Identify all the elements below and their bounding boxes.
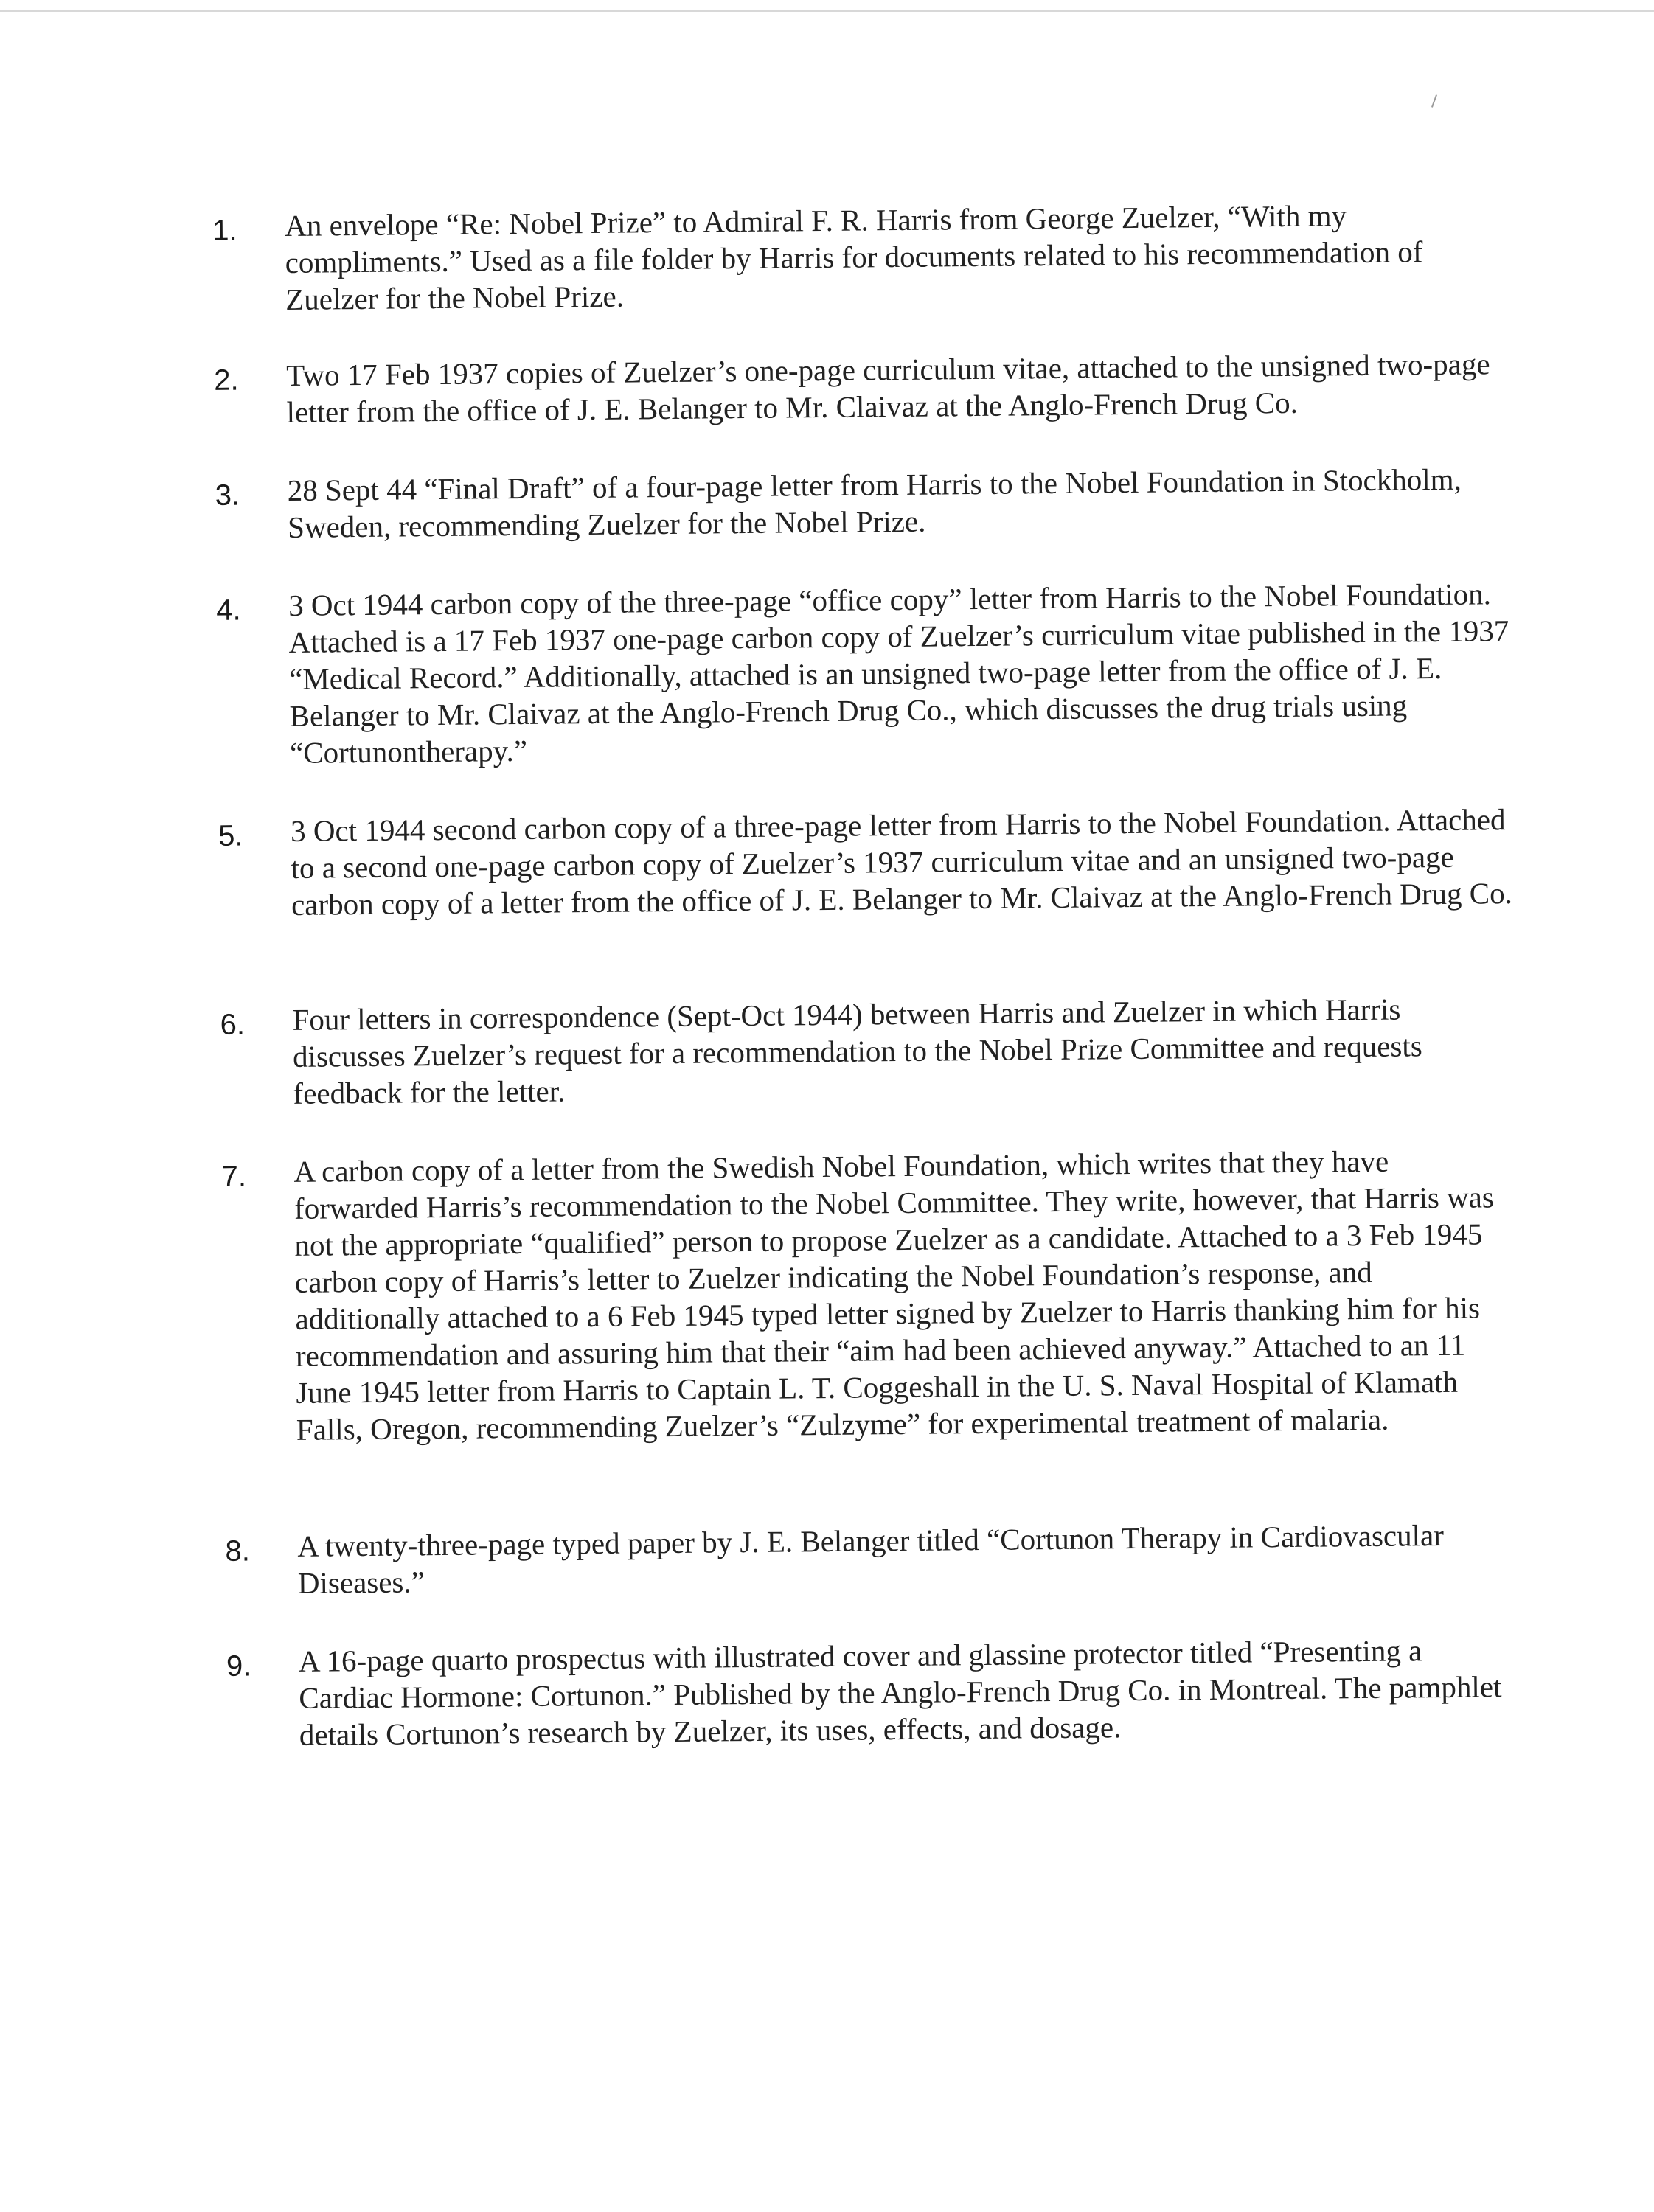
- item-number: 7.: [221, 1160, 247, 1193]
- item-number: 5.: [218, 819, 243, 852]
- list-item: [214, 990, 1512, 1110]
- item-text: A twenty-three-page typed paper by J. E. Belanger titled “Cortunon Therapy in Cardiovascular Diseases.”: [297, 1517, 1445, 1600]
- item-number: 9.: [226, 1649, 251, 1683]
- item-number: 3.: [215, 479, 240, 512]
- list-item: [215, 1141, 1513, 1447]
- item-text: Two 17 Feb 1937 copies of Zuelzer’s one-page curriculum vitae, attached to the unsigned two-page letter from the office of J. E. Belanger to Mr. Claivaz at the Anglo-French Drug Co.: [285, 347, 1490, 429]
- list-item: [219, 1516, 1517, 1600]
- list-item: [206, 195, 1504, 316]
- list-item: [208, 345, 1506, 429]
- list-item: [210, 575, 1509, 770]
- scan-edge-line: [0, 10, 1654, 12]
- item-number: 1.: [212, 214, 237, 247]
- item-number: 2.: [214, 364, 239, 397]
- pen-mark: [1431, 94, 1437, 108]
- item-text: 28 Sept 44 “Final Draft” of a four-page letter from Harris to the Nobel Foundation in Stockholm, Sweden, recommending Zuelzer for the Nobel Prize.: [287, 462, 1462, 544]
- item-number: 4.: [216, 594, 241, 627]
- item-text: Four letters in correspondence (Sept-Oct 1944) between Harris and Zuelzer in which Harris discusses Zuelzer’s request for a recommendation to the Nobel Prize Committee and requests feedback for the letter.: [292, 992, 1422, 1110]
- item-list: [206, 195, 1513, 1752]
- list-item: [209, 460, 1507, 544]
- item-number: 8.: [225, 1534, 251, 1568]
- item-text: A 16-page quarto prospectus with illustrated cover and glassine protector titled “Presenting a Cardiac Hormone: Cortunon.” Published by the Anglo-French Drug Co. in Montreal. The pamphlet details Cortunon’s research by Zuelzer, its uses, effects, and dosage.: [298, 1633, 1502, 1752]
- item-number: 6.: [220, 1008, 246, 1041]
- item-text: An envelope “Re: Nobel Prize” to Admiral F. R. Harris from George Zuelzer, “With my compliments.” Used as a file folder by Harris for documents related to his recommendation of Zuelzer for the Nobel Prize.: [285, 198, 1423, 316]
- list-item: [220, 1631, 1518, 1752]
- item-text: 3 Oct 1944 second carbon copy of a three-page letter from Harris to the Nobel Foundation. Attached to a second one-page carbon copy of Zuelzer’s 1937 curriculum vitae and an unsigned two-page carbon copy of a letter from the office of J. E. Belanger to Mr. Claivaz at the Anglo-French Drug Co.: [290, 802, 1513, 922]
- item-text: A carbon copy of a letter from the Swedish Nobel Foundation, which writes that they have forwarded Harris’s recommendation to the Nobel Committee. They write, however, that Harris was not the appropriate “qualified” person to propose Zuelzer as a candidate. Attached to a 3 Feb 1945 carbon copy of Harris’s letter to Zuelzer indicating the Nobel Foundation’s response, and additionally attached to a 6 Feb 1945 typed letter signed by Zuelzer to Harris thanking him for his recommendation and assuring him that their “aim had been achieved anyway.” Attached to an 11 June 1945 letter from Harris to Captain L. T. Coggeshall in the U. S. Naval Hospital of Klamath Falls, Oregon, recommending Zuelzer’s “Zulzyme” for experimental treatment of malaria.: [293, 1144, 1495, 1447]
- item-text: 3 Oct 1944 carbon copy of the three-page “office copy” letter from Harris to the Nobel Foundation. Attached is a 17 Feb 1937 one-page carbon copy of Zuelzer’s curriculum vitae published in the 1937 “Medical Record.” Additionally, attached is an unsigned two-page letter from the office of J. E. Belanger to Mr. Claivaz at the Anglo-French Drug Co., which discusses the drug trials using “Cortunontherapy.”: [288, 577, 1509, 770]
- list-item: [212, 801, 1513, 922]
